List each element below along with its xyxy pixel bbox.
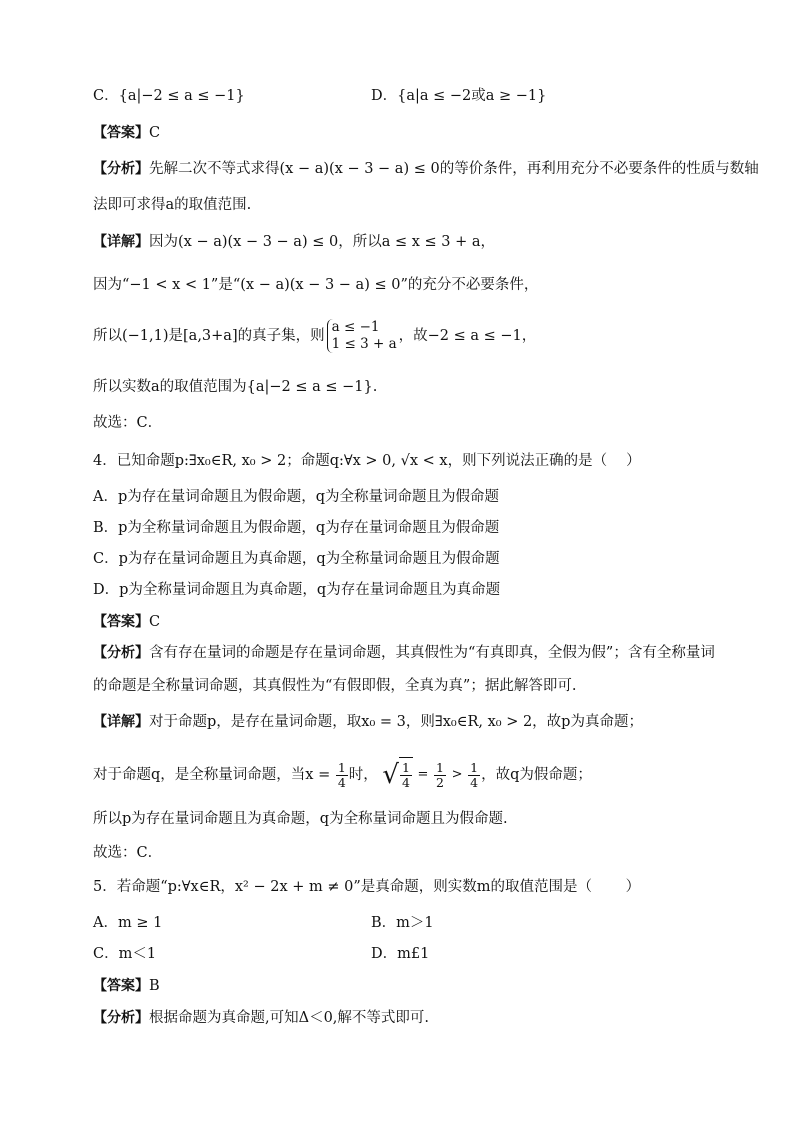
analysis-text: 先解二次不等式求得(x − a)(x − 3 − a) ≤ 0的等价条件，再利用充分不必要条件的性质与数轴 [149, 161, 759, 177]
q5-option-a: A．m ≥ 1 [93, 915, 163, 931]
q3-conclusion: 故选：C． [93, 415, 163, 431]
detail-tag: 【详解】 [93, 234, 149, 250]
detail-text: 因为(x − a)(x − 3 − a) ≤ 0，所以a ≤ x ≤ 3 + a， [149, 234, 495, 250]
detail-text-mid: 时， [348, 767, 378, 783]
q4-answer [93, 612, 160, 632]
answer-value: B [149, 978, 160, 994]
q4-analysis-line-1 [93, 643, 715, 663]
answer-tag: 【答案】 [93, 125, 149, 141]
q5-option-d: D．m£1 [371, 946, 430, 962]
q3-option-d: D．{a|a ≤ −2或a ≥ −1} [371, 88, 547, 104]
analysis-tag: 【分析】 [93, 161, 149, 177]
q3-detail-line-2: 因为“−1 < x < 1”是“(x − a)(x − 3 − a) ≤ 0”的充分不必要条件， [93, 277, 539, 293]
fraction-quarter-rhs: $\frac{1}{4}$ [470, 759, 479, 790]
analysis-tag: 【分析】 [93, 1010, 149, 1026]
answer-value: C [149, 614, 161, 630]
q3-analysis-line-2: 法即可求得a的取值范围. [93, 197, 252, 213]
detail-text: 对于命题p，是存在量词命题，取x₀ = 3，则∃x₀∈R, x₀ > 2，故p为真命题； [149, 714, 643, 730]
detail-text-pre: 所以(−1,1)是[a,3+a]的真子集，则 [93, 328, 325, 344]
q5-option-b: B．m＞1 [371, 915, 434, 931]
q5-analysis-line-1 [93, 1008, 429, 1028]
q4-option-b: B．p为全称量词命题且为假命题，q为存在量词命题且为假命题 [93, 520, 500, 536]
q3-analysis-line-1 [93, 159, 759, 179]
system-row-1: a ≤ −1 [331, 319, 380, 335]
analysis-text: 根据命题为真命题,可知Δ＜0,解不等式即可. [149, 1010, 430, 1026]
q4-stem: 4．已知命题p:∃x₀∈R, x₀ > 2；命题q:∀x > 0, √x < x，则下列说法正确的是（ ） [93, 453, 641, 469]
q5-stem: 5．若命题“p:∀x∈R，x² − 2x + m ≠ 0”是真命题，则实数m的取值范围是（ ） [93, 879, 641, 895]
answer-tag: 【答案】 [93, 614, 149, 630]
q4-detail-line-2: 对于命题q，是全称量词命题，当x = $\frac{1}{4}$ 时， √ $\frac{1}{4}$ = $\frac{1}{2}$ > $\frac{1}{4}$ ，故q为假命题； [93, 757, 592, 793]
q5-options-cd [93, 944, 430, 964]
q4-option-c: C．p为存在量词命题且为真命题，q为全称量词命题且为假命题 [93, 551, 500, 567]
inequality-system [327, 319, 397, 353]
square-root-expression [382, 757, 413, 793]
answer-value: C [149, 125, 161, 141]
analysis-tag: 【分析】 [93, 645, 149, 661]
q4-option-d: D．p为全称量词命题且为真命题，q为存在量词命题且为真命题 [93, 582, 501, 598]
fraction-quarter-inner: $\frac{1}{4}$ [401, 760, 410, 790]
radical-sign-icon: √ [382, 760, 399, 790]
q5-option-c: C．m＜1 [93, 946, 157, 962]
q4-option-a: A．p为存在量词命题且为假命题，q为全称量词命题且为假命题 [93, 489, 500, 505]
detail-text-pre: 对于命题q，是全称量词命题，当x = [93, 767, 331, 783]
detail-tag: 【详解】 [93, 714, 149, 730]
detail-text-post: ，故q为假命题； [481, 767, 592, 783]
detail-text-post: ，故−2 ≤ a ≤ −1， [398, 328, 537, 344]
system-row-2: 1 ≤ 3 + a [331, 336, 397, 352]
q3-options-cd [93, 86, 547, 106]
fraction-quarter: $\frac{1}{4}$ [337, 759, 346, 790]
fraction-half: $\frac{1}{2}$ [436, 759, 444, 790]
q4-conclusion: 故选：C． [93, 845, 163, 861]
q3-detail-line-4: 所以实数a的取值范围为{a|−2 ≤ a ≤ −1}. [93, 379, 378, 395]
answer-tag: 【答案】 [93, 978, 149, 994]
q4-detail-line-1 [93, 712, 643, 732]
q3-detail-line-1 [93, 232, 495, 252]
q3-answer [93, 123, 160, 143]
q5-answer [93, 976, 160, 996]
q4-analysis-line-2: 的命题是全称量词命题，其真假性为“有假即假，全真为真”；据此解答即可. [93, 678, 577, 694]
analysis-text: 含有存在量词的命题是存在量词命题，其真假性为“有真即真，全假为假”；含有全称量词 [149, 645, 715, 661]
q5-options-ab [93, 913, 434, 933]
q3-detail-line-3 [93, 318, 536, 354]
q4-detail-line-3: 所以p为存在量词命题且为真命题，q为全称量词命题且为假命题. [93, 811, 508, 827]
q3-option-c: C．{a|−2 ≤ a ≤ −1} [93, 88, 245, 104]
